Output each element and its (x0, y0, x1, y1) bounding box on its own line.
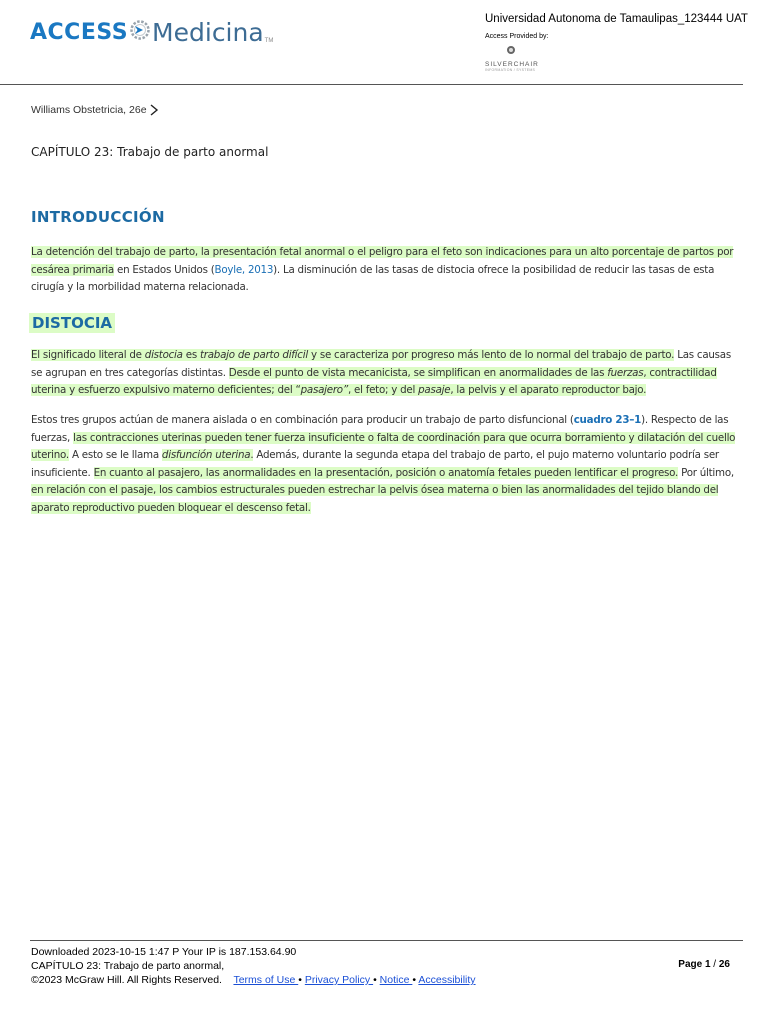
chapter-title: CAPÍTULO 23: Trabajo de parto anormal (31, 145, 269, 159)
section-heading-introduccion: INTRODUCCIÓN (31, 208, 165, 226)
breadcrumb[interactable] (31, 104, 159, 116)
logo-tm: TM (264, 38, 274, 44)
header-divider (0, 84, 743, 85)
italic-term: pasaje (418, 384, 451, 396)
highlight: las contracciones uterinas pueden tener fuerza insuficiente o falta de coordinación para que ocurra borramiento y dilatación del cuello uterino. (31, 431, 736, 461)
page-total: 26 (718, 959, 730, 970)
text: en Estados Unidos ( (113, 263, 215, 276)
accessmedicina-logo[interactable] (30, 14, 273, 50)
text: Por último, (678, 466, 734, 479)
notice-link[interactable]: Notice (379, 974, 413, 986)
logo-access-text: ACCESS (30, 19, 129, 45)
text: . (250, 449, 254, 461)
separator: • (412, 974, 419, 986)
italic-term: distocia (144, 349, 183, 361)
italic-term: trabajo de parto difícil (199, 349, 308, 361)
highlight: En cuanto al pasajero, las anormalidades en la presentación, posición o anatomía fetales pueden lentificar el progreso. (93, 466, 679, 479)
page-number (678, 959, 730, 970)
silverchair-tagline: INFORMATION / SYSTEMS (485, 68, 536, 72)
text: Desde el punto de vista mecanicista, se simplifican en anormalidades de las (228, 366, 608, 379)
separator: • (298, 974, 305, 986)
access-provided-label: Access Provided by: (485, 33, 549, 40)
text: Las causas se agrupan en tres categorías distintas. (31, 349, 731, 379)
italic-term: pasajero” (300, 384, 348, 396)
text: ). La disminución de las tasas de distocia ofrece la posibilidad de reducir las tasas de esta cirugía y la morbilidad materna relacionada. (31, 263, 715, 293)
text: Además, durante la segunda etapa del trabajo de parto, el pujo materno voluntario podría ser insuficiente. (31, 449, 719, 479)
footer-divider (30, 940, 743, 941)
institution-name: Universidad Autonoma de Tamaulipas_123444 UAT (485, 13, 748, 25)
paragraph-intro (31, 244, 737, 297)
section-heading-distocia: DISTOCIA (29, 313, 115, 333)
silverchair-logo (485, 42, 541, 72)
footer-chapter: CAPÍTULO 23: Trabajo de parto anormal, (31, 960, 225, 972)
text: Estos tres grupos actúan de manera aislada o en combinación para producir un trabajo de parto disfuncional ( (31, 414, 574, 426)
table-link-cuadro-23-1[interactable]: cuadro 23–1 (573, 414, 642, 426)
highlight (31, 349, 674, 361)
accessibility-link[interactable]: Accessibility (418, 974, 476, 986)
italic-term: fuerzas (607, 366, 644, 379)
highlight: en relación con el pasaje, los cambios estructurales pueden estrechar la pelvis ósea materna o bien las anormalidades del tejido blando del aparato reproductivo pueden bloquear el descenso fetal. (31, 484, 719, 514)
breadcrumb-book[interactable]: Williams Obstetricia, 26e (31, 104, 147, 116)
chevron-right-icon (149, 104, 159, 116)
footer-download-info: Downloaded 2023-10-15 1:47 P Your IP is 187.153.64.90 (31, 946, 297, 958)
silverchair-name: SILVERCHAIR (485, 61, 539, 68)
text: , la pelvis y el aparato reproductor bajo. (450, 384, 647, 396)
text: , contractilidad uterina y esfuerzo expulsivo materno deficientes; del “ (31, 366, 717, 396)
text: es (182, 349, 200, 361)
separator: • (373, 974, 380, 986)
terms-of-use-link[interactable]: Terms of Use (233, 974, 299, 986)
highlight (162, 449, 253, 461)
page-current: 1 (704, 959, 711, 970)
page-label: Page (678, 959, 705, 970)
text: , el feto; y del (347, 384, 419, 396)
paragraph-distocia-1 (31, 347, 737, 400)
privacy-policy-link[interactable]: Privacy Policy (304, 974, 374, 986)
gear-arrow-icon (130, 17, 150, 48)
highlight: La detención del trabajo de parto, la presentación fetal anormal o el peligro para el feto son indicaciones para un alto porcentaje de partos por cesárea primaria (31, 246, 734, 276)
page-header (0, 0, 768, 84)
footer-copyright-line (31, 973, 476, 987)
text: ). Respecto de las fuerzas, (31, 414, 729, 444)
footer-copyright: ©2023 McGraw Hill. All Rights Reserved. (31, 974, 222, 986)
silverchair-emblem-icon (485, 45, 541, 55)
paragraph-distocia-2 (31, 412, 737, 517)
italic-term: disfunción uterina (161, 449, 251, 461)
text: y se caracteriza por progreso más lento de lo normal del trabajo de parto. (307, 349, 675, 361)
citation-link-boyle[interactable]: Boyle, 2013 (214, 263, 274, 276)
text: El significado literal de (31, 349, 145, 361)
logo-medicina-text: Medicina (152, 17, 264, 47)
page-separator: / (710, 959, 719, 970)
page-footer (31, 945, 476, 987)
text: A esto se le llama (68, 449, 162, 461)
